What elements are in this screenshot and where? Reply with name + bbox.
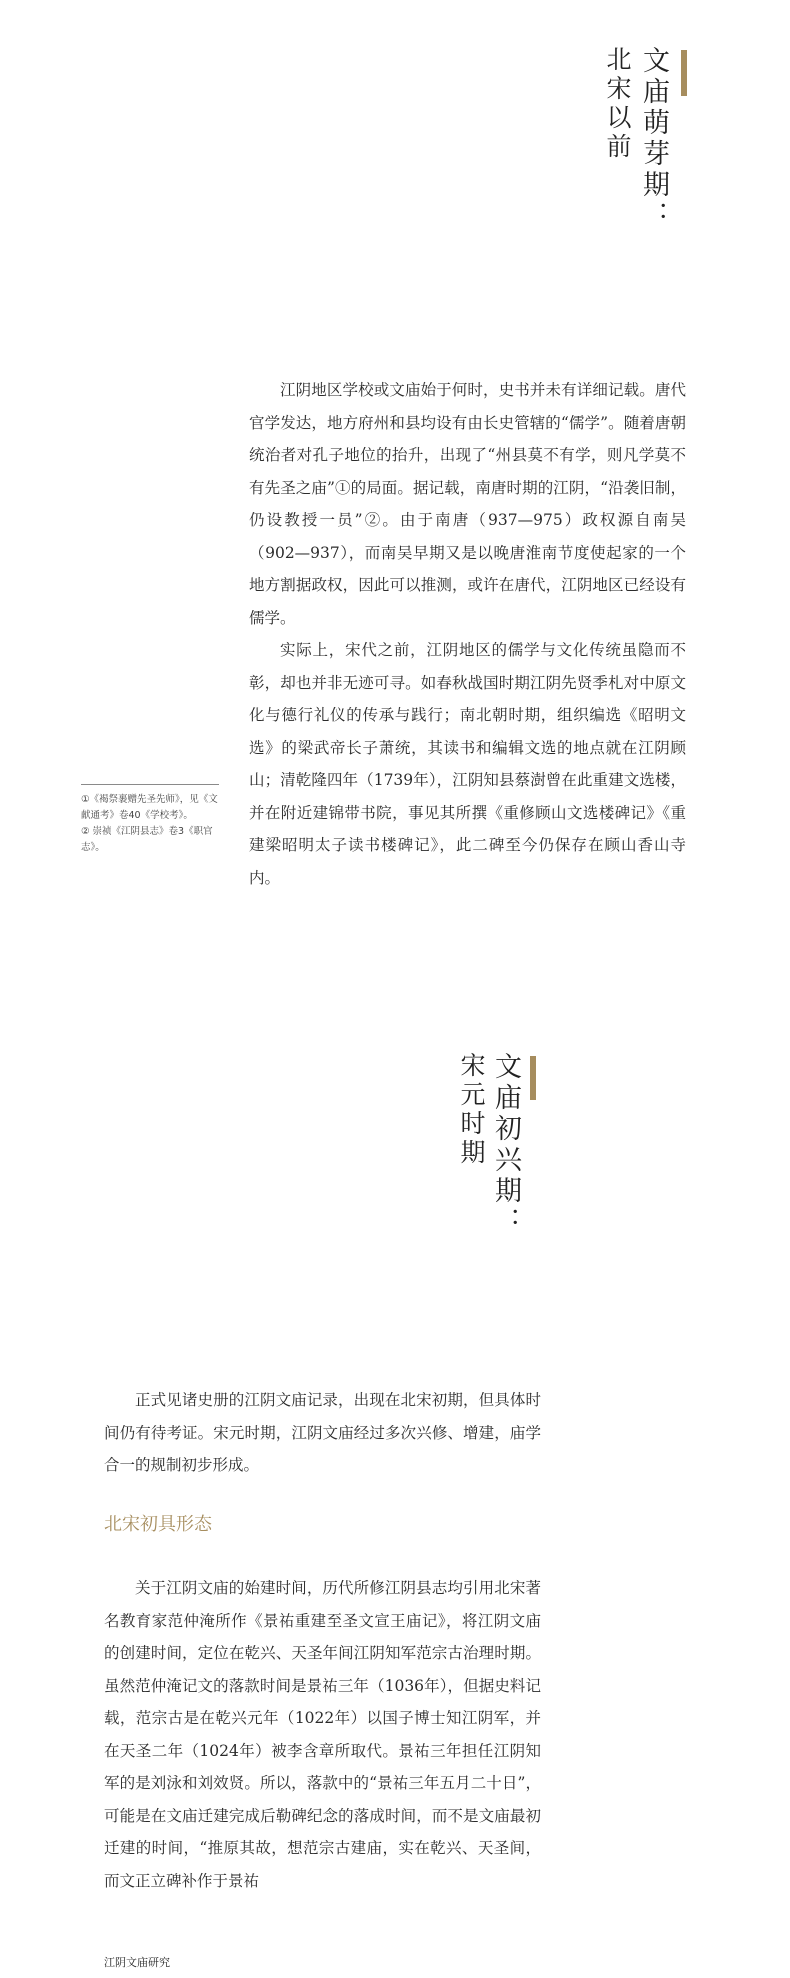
paragraph: 关于江阴文庙的始建时间，历代所修江阴县志均引用北宋著名教育家范仲淹所作《景祐重建至圣文宣王庙记》，将江阴文庙的创建时间，定位在乾兴、天圣年间江阴知军范宗古治理时期。虽然范仲淹记文的落款时间是景祐三年（1036年），但据史料记载，范宗古是在乾兴元年（1022年）以国子博士知江阴军，并在天圣二年（1024年）被李含章所取代。景祐三年担任江阴知军的是刘泳和刘效贤。所以，落款中的“景祐三年五月二十日”，可能是在文庙迁建完成后勒碑纪念的落成时间，而不是文庙最初迁建的时间，“推原其故，想范宗古建庙，实在乾兴、天圣间，而文正立碑补作于景祐 <box>104 1579 541 1890</box>
body-text-bottom <box>104 1572 541 1897</box>
page-footer-title: 江阴文庙研究 <box>104 1956 170 1969</box>
body-text-middle <box>104 1384 541 1482</box>
footnote-rule <box>81 784 219 785</box>
section-2-accent-bar <box>530 1056 536 1100</box>
paragraph: 江阴地区学校或文庙始于何时，史书并未有详细记载。唐代官学发达，地方府州和县均设有由长史管辖的“儒学”。随着唐朝统治者对孔子地位的抬升，出现了“州县莫不有学，则凡学莫不有先圣之庙”①的局面。据记载，南唐时期的江阴，“沿袭旧制，仍设教授一员”②。由于南唐（937—975）政权源自南吴（902—937），而南吴早期又是以晚唐淮南节度使起家的一个地方割据政权，因此可以推测，或许在唐代，江阴地区已经设有儒学。 <box>249 381 686 627</box>
footnote-2: ② 崇祯《江阴县志》卷3《职官志》。 <box>81 826 213 853</box>
section-1-accent-bar <box>681 50 687 96</box>
section-2-subtitle: 宋元时期 <box>457 1052 486 1168</box>
paragraph: 实际上，宋代之前，江阴地区的儒学与文化传统虽隐而不彰，却也并非无迹可寻。如春秋战国时期江阴先贤季札对中原文化与德行礼仪的传承与践行；南北朝时期，组织编选《昭明文选》的梁武帝长子萧统，其读书和编辑文选的地点就在江阴顾山；清乾隆四年（1739年），江阴知县蔡澍曾在此重建文选楼，并在附近建锦带书院，事见其所撰《重修顾山文选楼碑记》《重建梁昭明太子读书楼碑记》，此二碑至今仍保存在顾山香山寺内。 <box>249 641 686 887</box>
paragraph: 正式见诸史册的江阴文庙记录，出现在北宋初期，但具体时间仍有待考证。宋元时期，江阴文庙经过多次兴修、增建，庙学合一的规制初步形成。 <box>104 1391 541 1474</box>
footnote-1: ①《褐祭裹赠先圣先师》，见《文献通考》卷40《学校考》。 <box>81 794 218 821</box>
section-1-title: 文庙萌芽期： <box>638 46 669 232</box>
section-2-title: 文庙初兴期： <box>490 1052 521 1238</box>
subsection-heading: 北宋初具形态 <box>104 1514 212 1535</box>
footnotes <box>81 792 221 856</box>
section-1-subtitle: 北宋以前 <box>603 46 632 162</box>
body-text-top <box>249 374 686 894</box>
